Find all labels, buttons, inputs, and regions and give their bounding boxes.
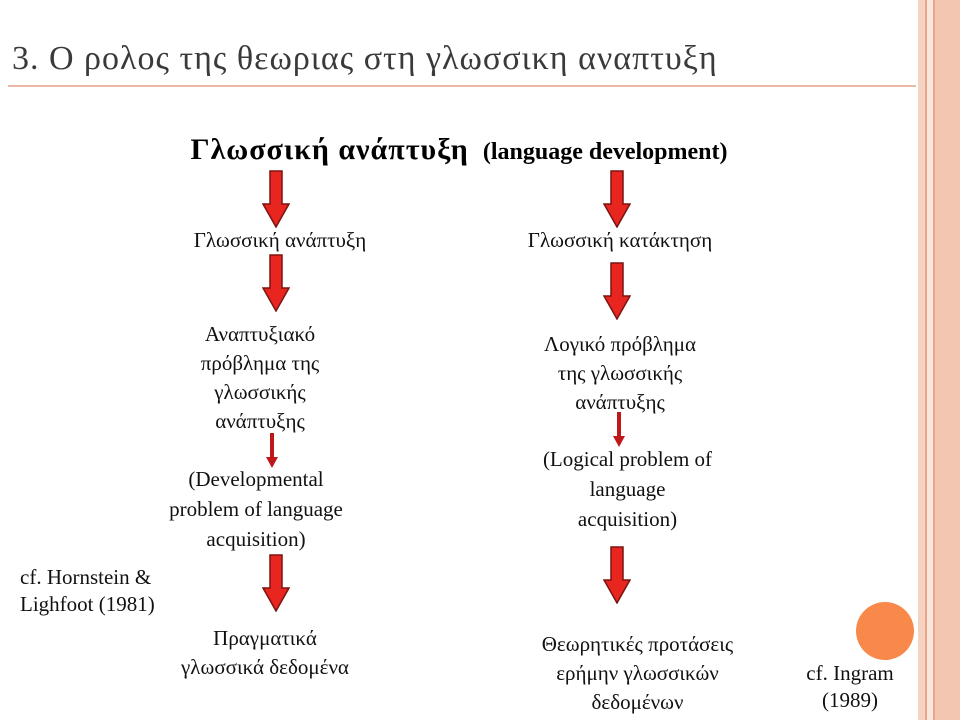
right-node-language-acquisition: Γλωσσική κατάκτηση	[527, 228, 713, 252]
citation-hornstein-lighfoot: cf. Hornstein & Lighfoot (1981)	[20, 565, 155, 616]
left-node-language-development: Γλωσσική ανάπτυξη	[193, 228, 367, 252]
right-node-logical-problem-greek: Λογικό πρόβλημα της γλωσσικής ανάπτυξης	[543, 332, 697, 414]
down-arrow-icon	[603, 262, 631, 320]
heading-greek: Γλωσσική ανάπτυξη	[190, 133, 469, 166]
right-node-logical-problem-english: (Logical problem of language acquisition)	[542, 447, 713, 531]
right-node-theoretical-proposals: Θεωρητικές προτάσεις ερήμην γλωσσικών δεδομένων	[541, 632, 734, 714]
citation-ingram: cf. Ingram (1989)	[806, 661, 894, 712]
right-border-band	[918, 0, 925, 720]
down-arrow-icon	[603, 546, 631, 604]
left-node-developmental-problem-greek: Αναπτυξιακό πρόβλημα της γλωσσικής ανάπτυξης	[200, 322, 320, 433]
left-node-developmental-problem-english: (Developmental problem of language acquisition)	[169, 467, 343, 551]
right-border-band	[935, 0, 960, 720]
left-node-real-language-data: Πραγματικά γλωσσικά δεδομένα	[181, 626, 349, 679]
small-down-arrow-icon	[612, 412, 626, 448]
diagram-heading	[0, 133, 918, 167]
slide-title: 3. Ο ρολος της θεωριας στη γλωσσικη αναπτυξη	[12, 40, 718, 77]
down-arrow-icon	[603, 170, 631, 228]
down-arrow-icon	[262, 170, 290, 228]
decorative-circle	[856, 602, 914, 660]
title-underline	[8, 85, 916, 87]
down-arrow-icon	[262, 254, 290, 312]
heading-english: (language development)	[482, 139, 728, 165]
down-arrow-icon	[262, 554, 290, 612]
